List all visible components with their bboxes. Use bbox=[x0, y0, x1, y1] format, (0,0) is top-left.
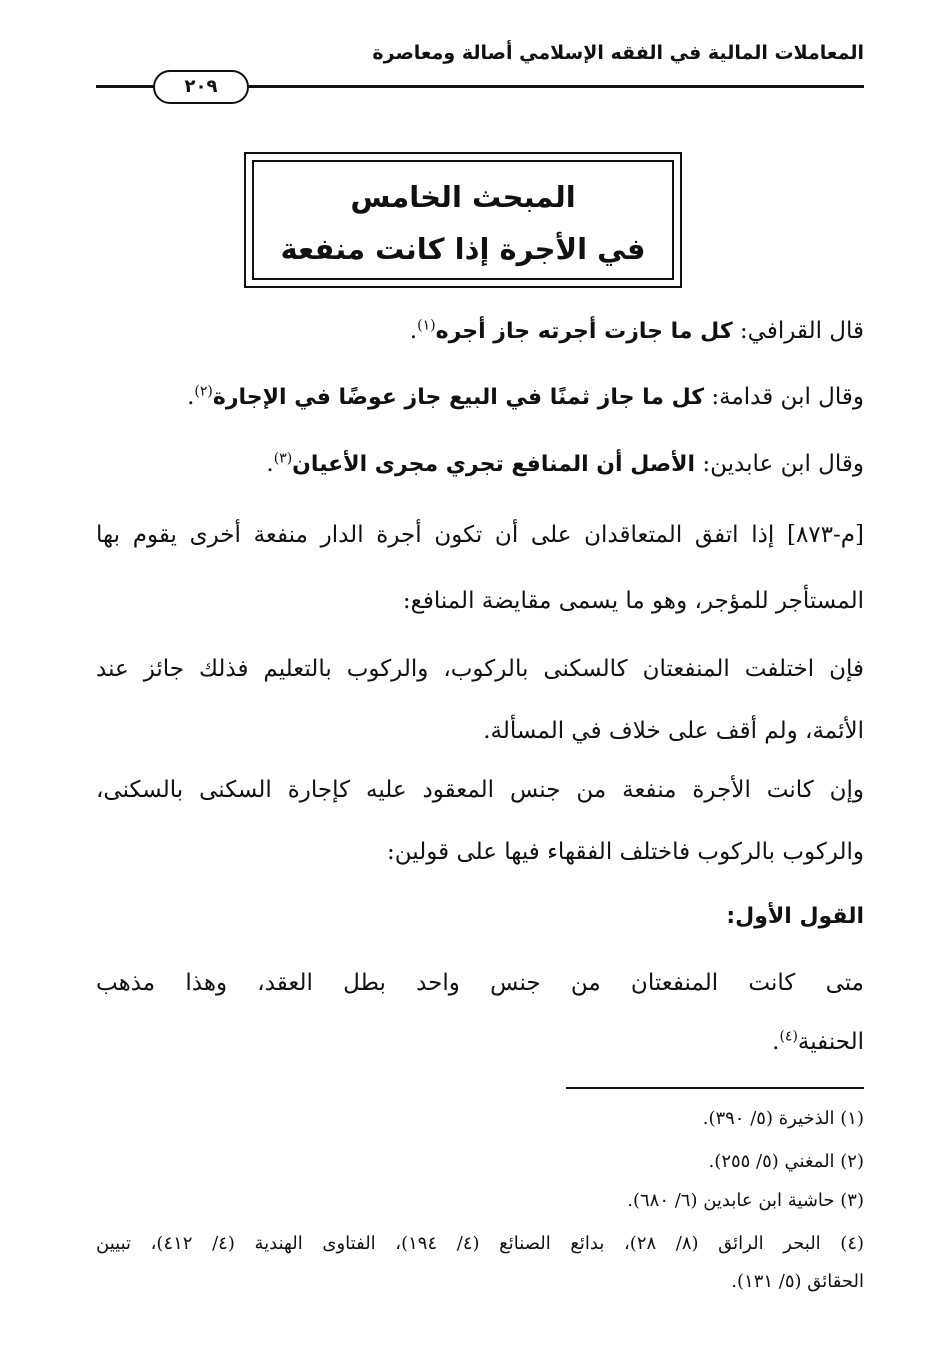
paragraph-1-line-2: المستأجر للمؤجر، وهو ما يسمى مقايضة المنافع: bbox=[402, 588, 864, 614]
paragraph-1-line-1: [م-٨٧٣] إذا اتفق المتعاقدان على أن تكون أجرة الدار منفعة أخرى يقوم بها bbox=[96, 522, 864, 548]
footnote-ref-1[interactable]: (١) bbox=[417, 317, 436, 334]
quote-qarafi bbox=[410, 316, 864, 347]
paragraph-4-line-2 bbox=[772, 1027, 864, 1057]
paragraph-3-line-2: والركوب بالركوب فاختلف الفقهاء فيها على قولين: bbox=[387, 839, 864, 865]
footnote-ref-4[interactable]: (٤) bbox=[779, 1028, 798, 1045]
footnote-4-line-2: الحقائق (٥/ ١٣١). bbox=[731, 1271, 864, 1292]
quote-ibn-qudama bbox=[187, 382, 864, 413]
quote-text: كل ما جازت أجرته جاز أجره bbox=[435, 319, 733, 344]
quote-text: كل ما جاز ثمنًا في البيع جاز عوضًا في الإجارة bbox=[212, 385, 705, 410]
footnote-2: (٢) المغني (٥/ ٢٥٥). bbox=[708, 1151, 864, 1172]
quote-end: . bbox=[266, 451, 274, 477]
footnote-ref-2[interactable]: (٢) bbox=[194, 383, 213, 400]
section-title-box bbox=[244, 152, 682, 288]
subheading-first-opinion: القول الأول: bbox=[726, 904, 864, 929]
paragraph-2-line-2: الأئمة، ولم أقف على خلاف في المسألة. bbox=[483, 718, 864, 744]
quote-speaker: وقال ابن قدامة: bbox=[704, 384, 864, 410]
footnote-1: (١) الذخيرة (٥/ ٣٩٠). bbox=[702, 1108, 864, 1129]
footnote-ref-3[interactable]: (٣) bbox=[273, 450, 293, 467]
page-number: ٢٠٩ bbox=[153, 70, 249, 104]
running-header-title: المعاملات المالية في الفقه الإسلامي أصالة ومعاصرة bbox=[372, 42, 864, 64]
section-title-line-2: في الأجرة إذا كانت منفعة bbox=[280, 232, 646, 266]
quote-ibn-abidin bbox=[266, 449, 864, 480]
paragraph-2-line-1: فإن اختلفت المنفعتان كالسكنى بالركوب، والركوب بالتعليم فذلك جائز عند bbox=[96, 656, 864, 682]
footnote-3: (٣) حاشية ابن عابدين (٦/ ٦٨٠). bbox=[627, 1190, 864, 1211]
quote-end: . bbox=[187, 384, 195, 410]
quote-text: الأصل أن المنافع تجري مجرى الأعيان bbox=[292, 452, 696, 477]
quote-speaker: وقال ابن عابدين: bbox=[695, 451, 864, 477]
footnote-4-line-1: (٤) البحر الرائق (٨/ ٢٨)، بدائع الصنائع (٤/ ١٩٤)، الفتاوى الهندية (٤/ ٤١٢)، تبيين bbox=[96, 1233, 865, 1254]
paragraph-3-line-1: وإن كانت الأجرة منفعة من جنس المعقود عليه كإجارة السكنى بالسكنى، bbox=[96, 777, 864, 803]
footnote-separator bbox=[566, 1087, 864, 1089]
quote-end: . bbox=[409, 318, 418, 344]
quote-speaker: قال القرافي: bbox=[732, 318, 864, 344]
paragraph-end: . bbox=[772, 1029, 780, 1055]
paragraph-4-line-1: متى كانت المنفعتان من جنس واحد بطل العقد، وهذا مذهب bbox=[96, 970, 864, 996]
section-title-line-1: المبحث الخامس bbox=[350, 180, 576, 214]
paragraph-4-text: الحنفية bbox=[797, 1029, 864, 1055]
